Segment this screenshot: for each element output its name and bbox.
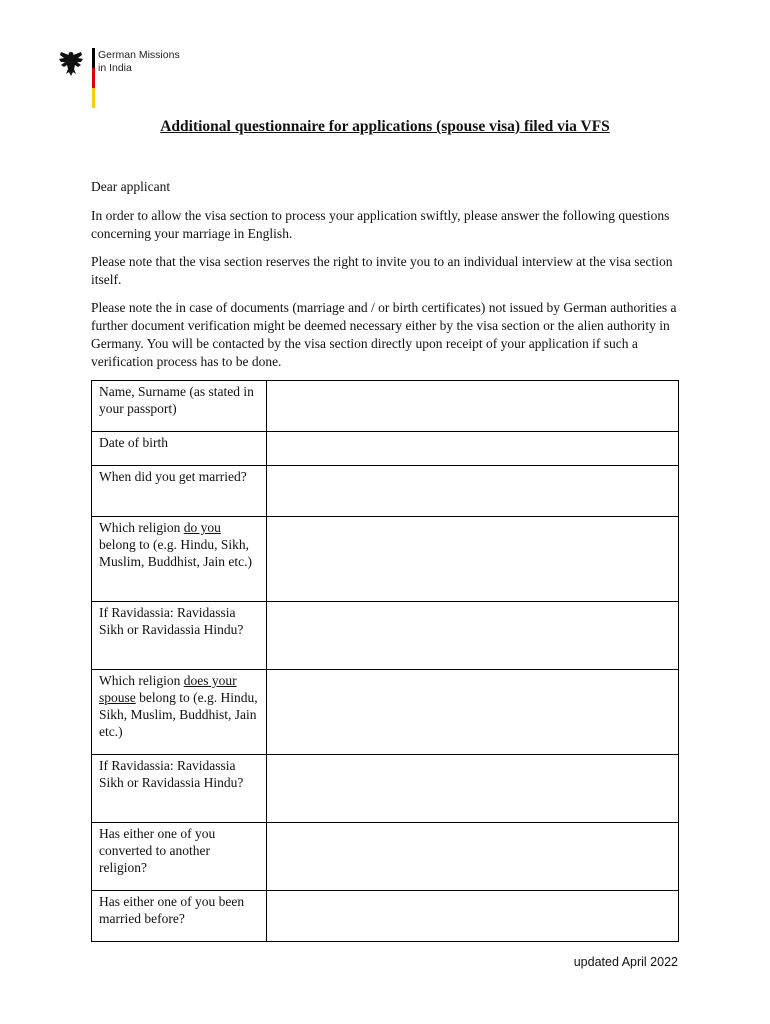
answer-field[interactable]: [267, 466, 679, 517]
flag-stripe-black: [92, 48, 95, 68]
updated-date: updated April 2022: [573, 955, 678, 969]
answer-field[interactable]: [267, 517, 679, 602]
answer-field[interactable]: [267, 602, 679, 670]
table-row: [92, 432, 679, 466]
question-label: [92, 517, 267, 602]
answer-field[interactable]: [267, 755, 679, 823]
answer-field[interactable]: [267, 381, 679, 432]
question-label: [92, 670, 267, 755]
question-emphasis: do you: [183, 520, 221, 535]
question-label: When did you get married?: [92, 466, 267, 517]
question-label: Name, Surname (as stated in your passport): [92, 381, 267, 432]
question-label: Date of birth: [92, 432, 267, 466]
org-line-2: in India: [98, 62, 132, 74]
table-row: [92, 466, 679, 517]
question-label: If Ravidassia: Ravidassia Sikh or Ravidassia Hindu?: [92, 602, 267, 670]
document-title: Additional questionnaire for applications (spouse visa) filed via VFS: [160, 118, 610, 135]
answer-field[interactable]: [267, 891, 679, 942]
question-text: Which religion: [99, 520, 184, 535]
questionnaire-table: [91, 380, 679, 942]
question-text: belong to (e.g. Hindu, Sikh, Muslim, Buddhist, Jain etc.): [99, 690, 258, 739]
question-text: Which religion: [99, 673, 184, 688]
table-row: [92, 381, 679, 432]
question-label: Has either one of you converted to another religion?: [92, 823, 267, 891]
flag-stripe-red: [92, 68, 95, 88]
table-row: [92, 602, 679, 670]
table-row: [92, 755, 679, 823]
paragraph-verification: Please note the in case of documents (marriage and / or birth certificates) not issued by German authorities a further document verification might be deemed necessary either by the visa section or the alien authority in Germany. You will be contacted by the visa section directly upon receipt of your application if such a verification process has to be done.: [91, 300, 677, 369]
org-line-1: German Missions: [98, 49, 180, 61]
question-text: belong to (e.g. Hindu, Sikh, Muslim, Buddhist, Jain etc.): [99, 537, 252, 569]
flag-bar: [92, 48, 95, 108]
greeting: Dear applicant: [91, 179, 171, 194]
answer-field[interactable]: [267, 432, 679, 466]
table-row: [92, 517, 679, 602]
federal-eagle-icon: [58, 50, 84, 78]
organization-name: [98, 49, 180, 75]
table-row: [92, 670, 679, 755]
table-row: [92, 891, 679, 942]
answer-field[interactable]: [267, 670, 679, 755]
paragraph-intro: In order to allow the visa section to process your application swiftly, please answer the following questions concerning your marriage in English.: [91, 208, 670, 241]
question-label: Has either one of you been married before?: [92, 891, 267, 942]
answer-field[interactable]: [267, 823, 679, 891]
paragraph-interview: Please note that the visa section reserves the right to invite you to an individual interview at the visa section itself.: [91, 254, 673, 287]
header-logo: [58, 48, 258, 112]
flag-stripe-gold: [92, 88, 95, 108]
question-label: If Ravidassia: Ravidassia Sikh or Ravidassia Hindu?: [92, 755, 267, 823]
table-row: [92, 823, 679, 891]
question-emphasis: does your spouse: [99, 673, 237, 705]
